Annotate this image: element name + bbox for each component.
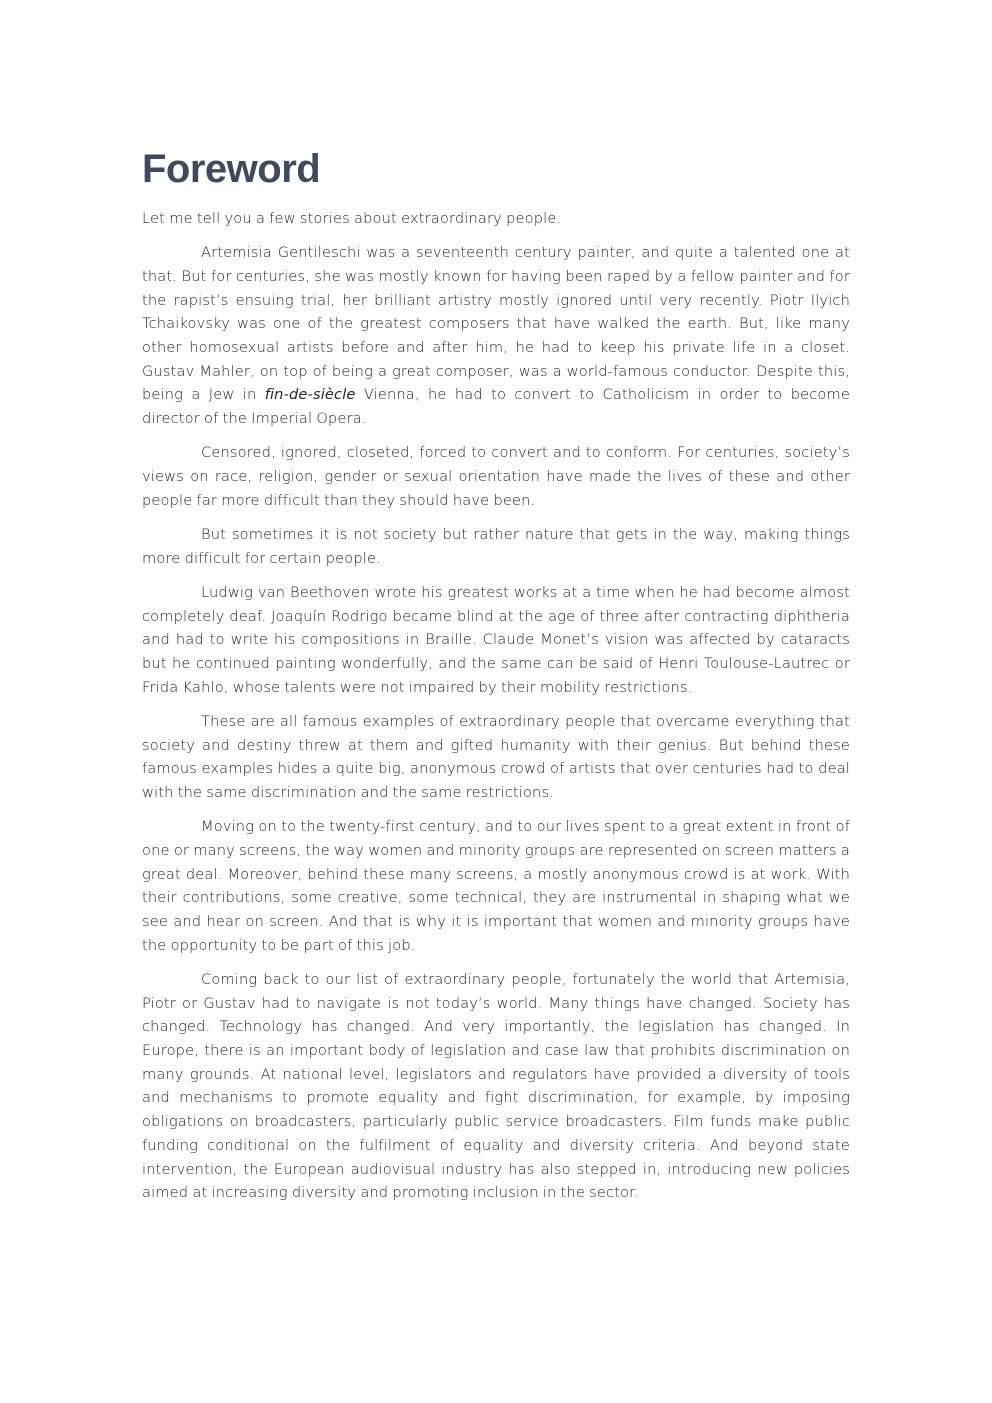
italic-phrase: fin-de-siècle xyxy=(264,386,356,404)
page-title: Foreword xyxy=(142,147,321,191)
intro-paragraph: Let me tell you a few stories about extraordinary people. xyxy=(142,210,562,227)
paragraph-legislation: Coming back to our list of extraordinary people, fortunately the world that Artemisia, Piotr or Gustav had to navigate is not today’s world. Many things have changed. Society has changed. Technology has changed. And very importantly, the legislation has changed. In Europe, there is an important body of legislation and case law that prohibits discrimination on many grounds. At national level, legislators and regulators have provided a diversity of tools and mechanisms to promote equality and fight discrimination, for example, by imposing obligations on broadcasters, particularly public service broadcasters. Film funds make public funding conditional on the fulfilment of equality and diversity criteria. And beyond state intervention, the European audiovisual industry has also stepped in, introducing new policies aimed at increasing diversity and promoting inclusion in the sector. xyxy=(142,970,850,1202)
document-page xyxy=(142,142,850,1215)
paragraph-twenty-first-century: Moving on to the twenty-first century, and to our lives spent to a great extent in front of one or many screens, the way women and minority groups are represented on screen matters a great deal. Moreover, behind these many screens, a mostly anonymous crowd is at work. With their contributions, some creative, some technical, they are instrumental in shaping what we see and hear on screen. And that is why it is important that women and minority groups have the opportunity to be part of this job. xyxy=(142,818,850,954)
paragraph-famous-examples: These are all famous examples of extraordinary people that overcame everything that society and destiny threw at them and gifted humanity with their genius. But behind these famous examples hides a quite big, anonymous crowd of artists that over centuries had to deal with the same discrimination and the same restrictions. xyxy=(142,712,850,801)
paragraph-text: Artemisia Gentileschi was a seventeenth century painter, and quite a talented one at that. But for centuries, she was mostly known for having been raped by a fellow painter and for the rapist’s ensuing trial, her brilliant artistry mostly ignored until very recently. Piotr Ilyich Tchaikovsky was one of the greatest composers that have walked the earth. But, like many other homosexual artists before and after him, he had to keep his private life in a closet. Gustav Mahler, on top of being a great composer, was a world-famous conductor. Despite this, being a Jew in xyxy=(142,244,850,404)
paragraph-beethoven: Ludwig van Beethoven wrote his greatest works at a time when he had become almost completely deaf. Joaquín Rodrigo became blind at the age of three after contracting diphtheria and had to write his compositions in Braille. Claude Monet’s vision was affected by cataracts but he continued painting wonderfully, and the same can be said of Henri Toulouse-Lautrec or Frida Kahlo, whose talents were not impaired by their mobility restrictions. xyxy=(142,583,850,696)
paragraph-gentileschi xyxy=(142,241,850,431)
paragraph-censored: Censored, ignored, closeted, forced to convert and to conform. For centuries, society’s views on race, religion, gender or sexual orientation have made the lives of these and other people far more difficult than they should have been. xyxy=(142,444,850,509)
paragraph-text: Vienna, he had to convert to Catholicism in order to become director of the Imperial Opera. xyxy=(142,386,850,428)
paragraph-nature: But sometimes it is not society but rather nature that gets in the way, making things more difficult for certain people. xyxy=(142,525,850,567)
